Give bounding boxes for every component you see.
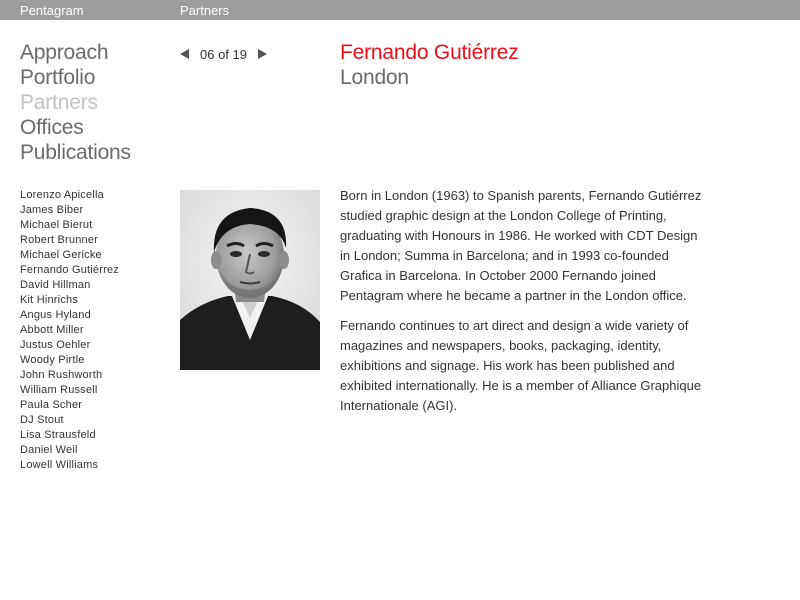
partner-list-item[interactable]: Paula Scher (20, 399, 83, 411)
partner-list-item[interactable]: Lorenzo Apicella (20, 189, 104, 201)
partner-name: Fernando Gutiérrez (340, 41, 519, 64)
nav-item-publications[interactable]: Publications (20, 141, 131, 164)
partner-list-item[interactable]: Lowell Williams (20, 459, 99, 471)
brand-link[interactable]: Pentagram (20, 3, 84, 18)
partner-list (20, 188, 119, 473)
nav-item-offices[interactable]: Offices (20, 116, 84, 139)
partner-list-item[interactable]: David Hillman (20, 279, 91, 291)
nav-item-portfolio[interactable]: Portfolio (20, 66, 96, 89)
partner-city: London (340, 66, 409, 89)
partner-list-item[interactable]: James Biber (20, 204, 84, 216)
nav-item-approach[interactable]: Approach (20, 41, 109, 64)
bio-paragraph: Born in London (1963) to Spanish parents, Fernando Gutiérrez studied graphic design at the London College of Printing, graduating with Honours in 1986. He worked with CDT Design in London; Summa in Barcelona; and in 1993 co-founded Grafica in Barcelona. In October 2000 Fernando joined Pentagram where he became a partner in the London office. (340, 188, 702, 303)
previous-arrow-icon[interactable] (180, 49, 189, 59)
bio-paragraph: Fernando continues to art direct and design a wide variety of magazines and newspapers, books, packaging, identity, exhibitions and signage. His work has been published and exhibited internationally. He is a member of Alliance Graphique Internationale (AGI). (340, 318, 702, 413)
partner-list-item[interactable]: Lisa Strausfeld (20, 429, 96, 441)
partner-list-item[interactable]: Michael Gericke (20, 249, 102, 261)
partner-list-item[interactable]: Fernando Gutiérrez (20, 264, 119, 276)
partner-list-item[interactable]: Angus Hyland (20, 309, 91, 321)
partner-list-item[interactable]: Michael Bierut (20, 219, 93, 231)
partner-pager (180, 46, 267, 64)
next-arrow-icon[interactable] (258, 49, 267, 59)
partner-list-item[interactable]: William Russell (20, 384, 98, 396)
partner-list-item[interactable]: Robert Brunner (20, 234, 99, 246)
main-nav (20, 40, 131, 165)
breadcrumb-section[interactable]: Partners (180, 3, 230, 18)
partner-list-item[interactable]: DJ Stout (20, 414, 64, 426)
top-bar (0, 0, 800, 20)
partner-list-item[interactable]: Justus Oehler (20, 339, 91, 351)
partner-list-item[interactable]: Abbott Miller (20, 324, 84, 336)
pager-count: 06 of 19 (200, 47, 247, 62)
partner-list-item[interactable]: John Rushworth (20, 369, 103, 381)
partner-list-item[interactable]: Kit Hinrichs (20, 294, 79, 306)
partner-list-item[interactable]: Woody Pirtle (20, 354, 85, 366)
nav-item-partners[interactable]: Partners (20, 91, 98, 114)
partner-bio (340, 186, 710, 426)
partner-list-item[interactable]: Daniel Weil (20, 444, 78, 456)
partner-portrait (180, 190, 320, 370)
portrait-photo (180, 190, 320, 370)
